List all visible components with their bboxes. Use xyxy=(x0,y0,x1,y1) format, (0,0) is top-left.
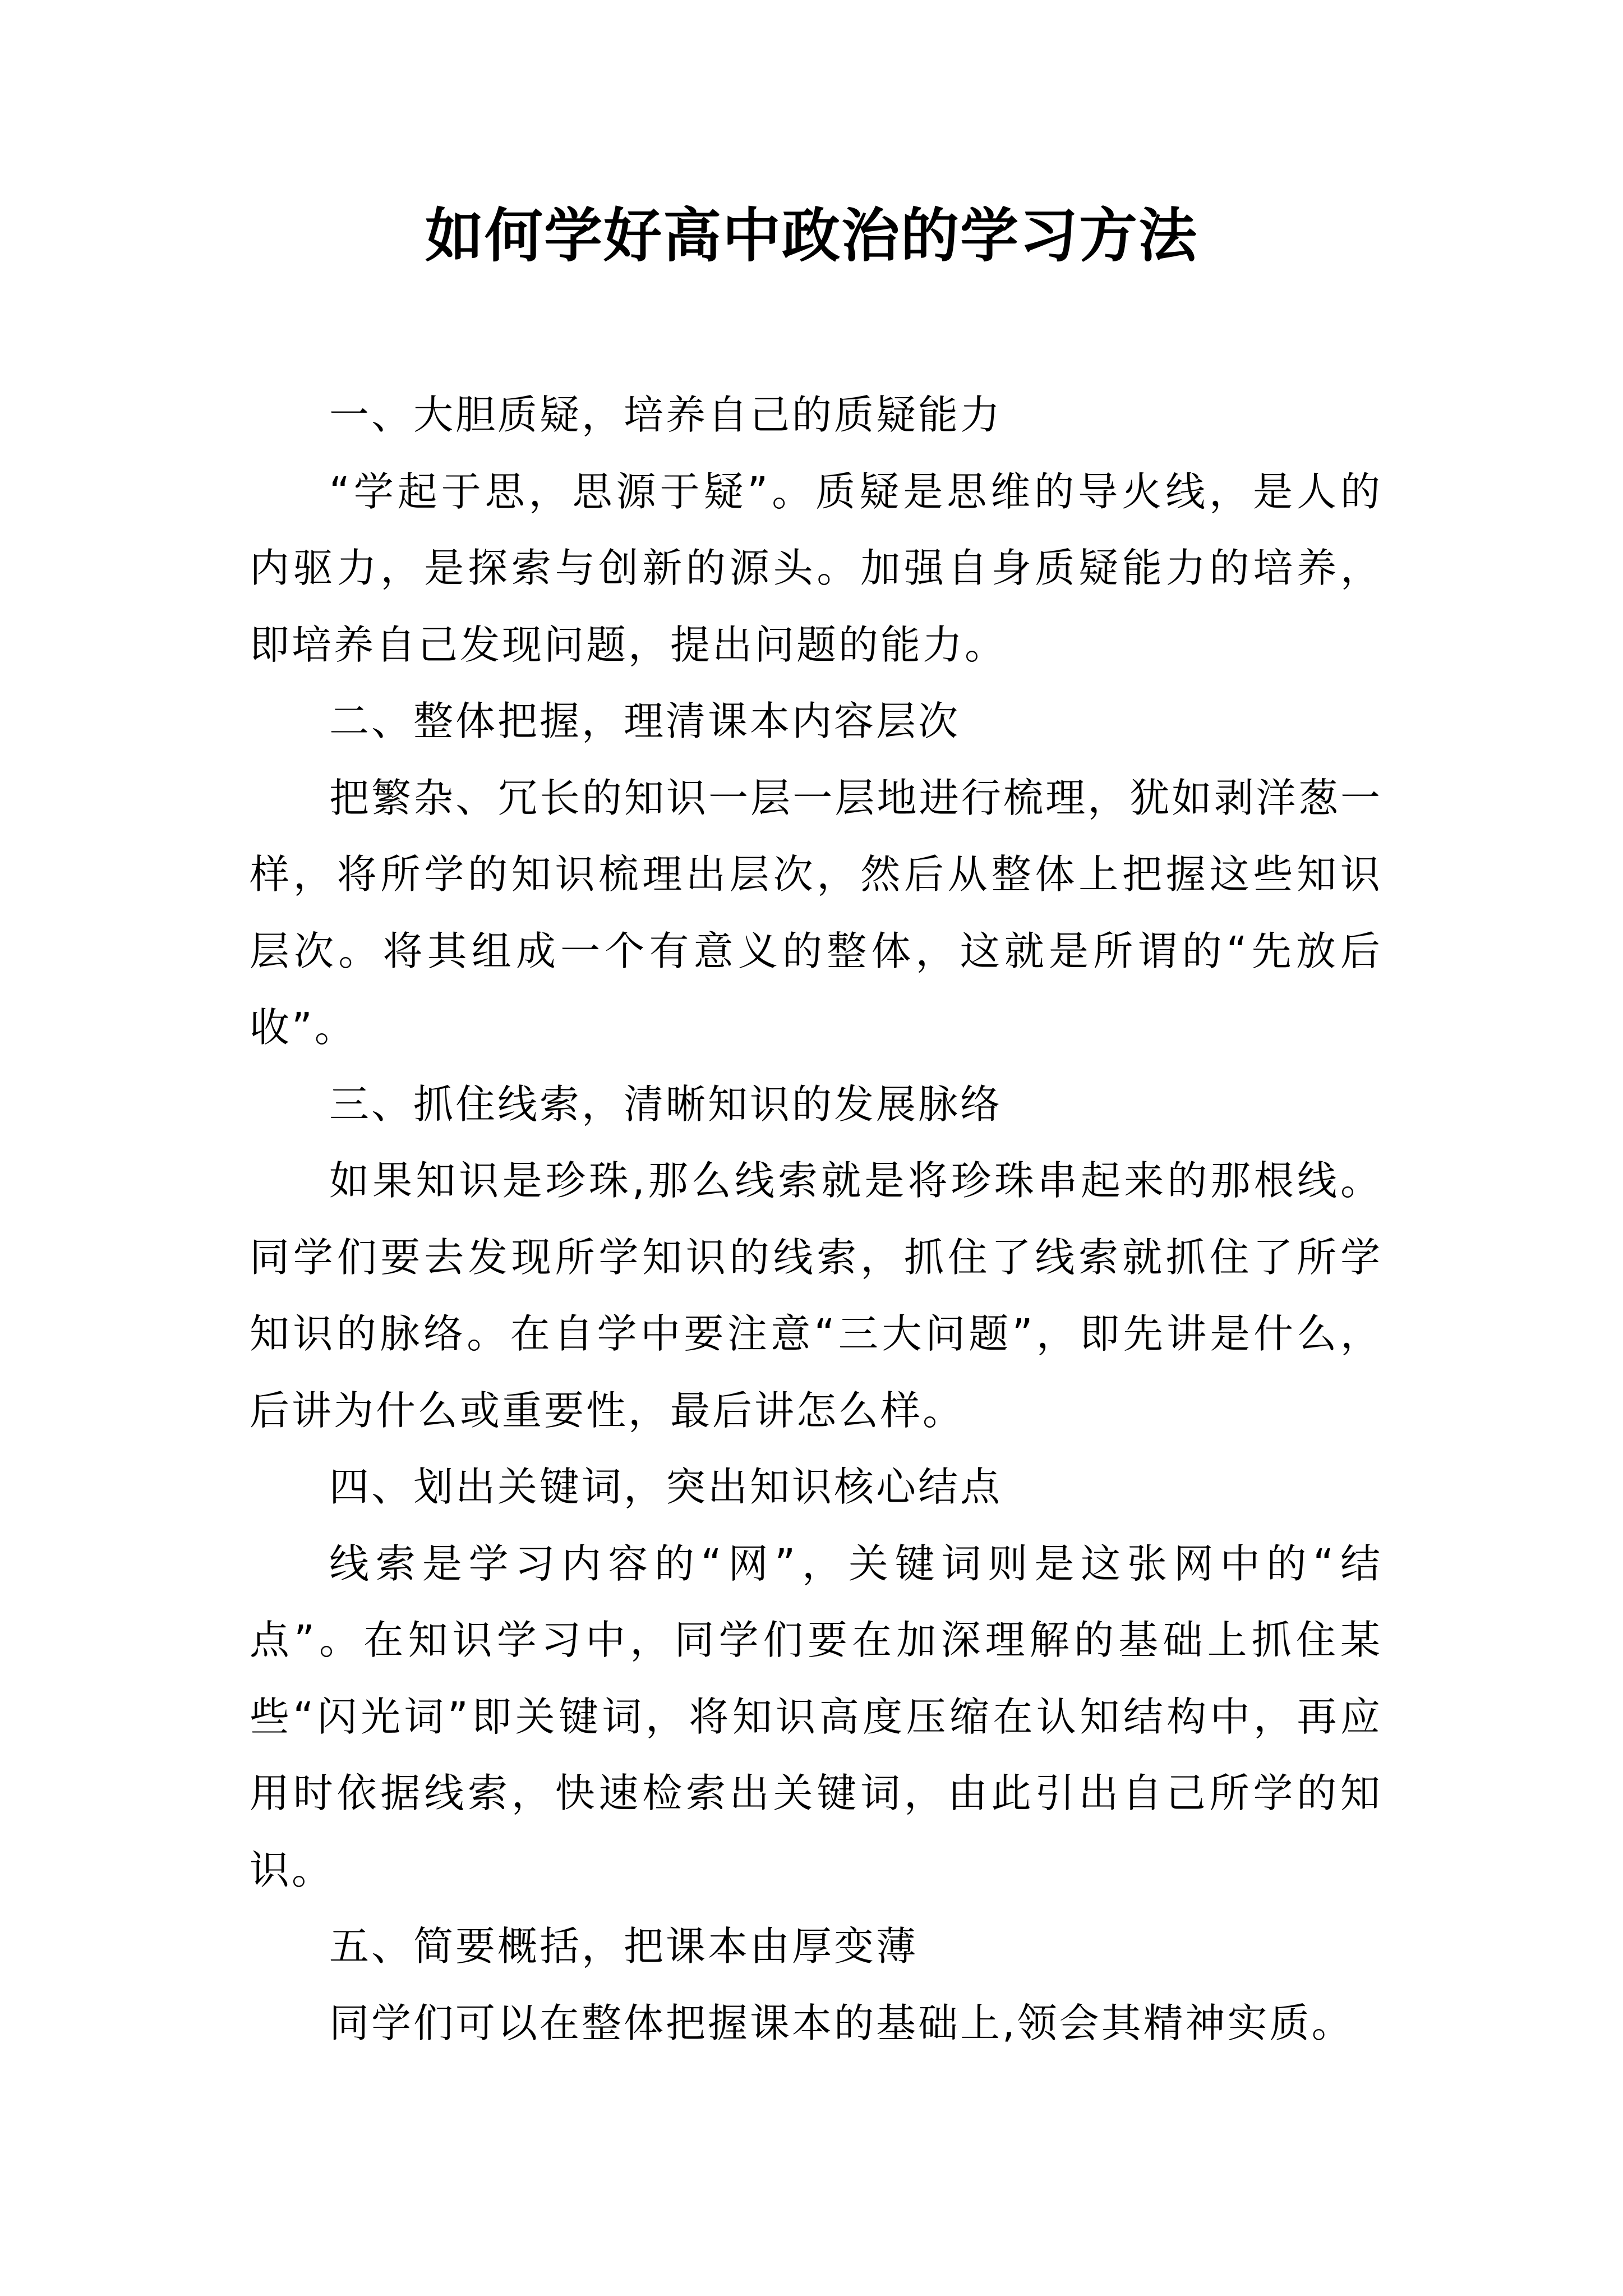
document-title: 如何学好高中政治的学习方法 xyxy=(425,201,1198,270)
section-heading-5: 五、简要概括，把课本由厚变薄 xyxy=(329,1923,919,1970)
section-paragraph-1: “学起于思，思源于疑”。质疑是思维的导火线，是人的内驱力，是探索与创新的源头。加强自身质疑能力的培养，即培养自己发现问题，提出问题的能力。 xyxy=(250,468,1382,668)
section-paragraph-5: 同学们可以在整体把握课本的基础上,领会其精神实质。 xyxy=(329,1999,1354,2046)
section-paragraph-4: 线索是学习内容的“网”，关键词则是这张网中的“结点”。在知识学习中，同学们要在加深理解的基础上抓住某些“闪光词”即关键词，将知识高度压缩在认知结构中，再应用时依据线索，快速检索出关键词，由此引出自己所学的知识。 xyxy=(250,1540,1382,1893)
section-heading-4: 四、划出关键词，突出知识核心结点 xyxy=(329,1464,1003,1510)
section-paragraph-2: 把繁杂、冗长的知识一层一层地进行梳理，犹如剥洋葱一样，将所学的知识梳理出层次，然后从整体上把握这些知识层次。将其组成一个有意义的整体，这就是所谓的“先放后收”。 xyxy=(250,774,1382,1051)
section-heading-2: 二、整体把握，理清课本内容层次 xyxy=(329,698,961,744)
section-paragraph-3: 如果知识是珍珠,那么线索就是将珍珠串起来的那根线。同学们要去发现所学知识的线索，抓住了线索就抓住了所学知识的脉络。在自学中要注意“三大问题”，即先讲是什么，后讲为什么或重要性，最后讲怎么样。 xyxy=(250,1157,1382,1434)
section-heading-1: 一、大胆质疑，培养自己的质疑能力 xyxy=(329,392,1003,438)
section-heading-3: 三、抓住线索，清晰知识的发展脉络 xyxy=(329,1080,1003,1128)
document-body xyxy=(250,377,1382,2062)
